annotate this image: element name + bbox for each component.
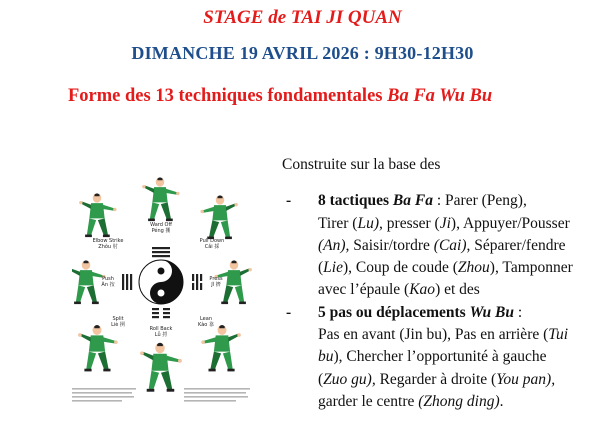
bullet-wu-bu-head: 5 pas ou déplacements [318, 303, 470, 321]
tai-chi-bagua-illustration [72, 170, 252, 420]
intro-line: Construite sur la base des [282, 156, 441, 173]
subtitle-main: Forme des 13 techniques fondamentales [68, 86, 388, 106]
ba-fa-line2: Tirer (Lu), presser (Ji), Appuyer/Pousser [318, 214, 570, 232]
label-roll-back: Roll Back [149, 326, 173, 332]
label-lean-py: Kào 靠 [198, 322, 214, 328]
bullet-dash: - [286, 303, 292, 321]
stage-title: STAGE de TAI JI QUAN [203, 7, 402, 28]
form-subtitle [68, 86, 492, 107]
label-pull-down-py: Cǎi 採 [204, 244, 220, 250]
wu-bu-line5: garder le centre (Zhong ding). [318, 392, 504, 410]
wu-bu-line4: (Zuo gu), Regarder à droite (You pan), [318, 370, 556, 388]
yin-yang-icon [139, 260, 183, 304]
ba-fa-line3: (An), Saisir/tordre (Cai), Séparer/fendre [318, 236, 566, 254]
figure-lean [201, 325, 241, 371]
label-elbow-py: Zhǒu 肘 [98, 244, 118, 250]
label-split-py: Liè 挒 [111, 322, 125, 328]
label-push-py: Àn 按 [101, 282, 115, 288]
label-press: Press [209, 276, 223, 282]
bullet-ba-fa-line1: : Parer (Peng), [432, 192, 527, 210]
wu-bu-line3: bu), Chercher l’opportunité à gauche [318, 348, 547, 366]
bullet-wu-bu [282, 302, 600, 324]
bullet-dash: - [286, 192, 292, 210]
figure-roll-back [140, 343, 182, 392]
label-push: Push [102, 276, 114, 282]
event-date: DIMANCHE 19 AVRIL 2026 : 9H30-12H30 [131, 43, 474, 63]
label-press-py: Jǐ 擠 [211, 282, 221, 288]
ba-fa-line4: (Lie), Coup de coude (Zhou), Tamponner [318, 259, 573, 277]
description-block [282, 154, 600, 413]
label-elbow: Elbow Strike [92, 238, 124, 244]
figure-split [78, 325, 118, 371]
figure-ward-off [142, 177, 179, 221]
bullet-ba-fa-head: 8 tactiques [318, 192, 393, 210]
bullet-ba-fa-head-italic: Ba Fa [392, 192, 433, 210]
ba-fa-line5: avec l’épaule (Kao) et des [318, 281, 480, 299]
figure-elbow-strike [79, 193, 116, 237]
figure-pull-down [200, 195, 237, 239]
subtitle-italic: Ba Fa Wu Bu [387, 86, 493, 106]
bullet-wu-bu-head-italic: Wu Bu [469, 303, 514, 321]
label-lean: Lean [199, 316, 213, 322]
label-roll-back-py: Lǚ 捋 [154, 332, 168, 338]
fine-print [72, 388, 250, 402]
label-ward-off: Ward Off [150, 222, 172, 228]
label-ward-off-py: Péng 掤 [151, 228, 171, 234]
label-split: Split [112, 316, 124, 322]
wu-bu-line2: Pas en avant (Jin bu), Pas en arrière (Tui [318, 326, 569, 344]
bullet-wu-bu-colon: : [513, 303, 523, 321]
bullet-ba-fa [282, 190, 600, 212]
label-pull-down: Pull Down [199, 238, 225, 244]
